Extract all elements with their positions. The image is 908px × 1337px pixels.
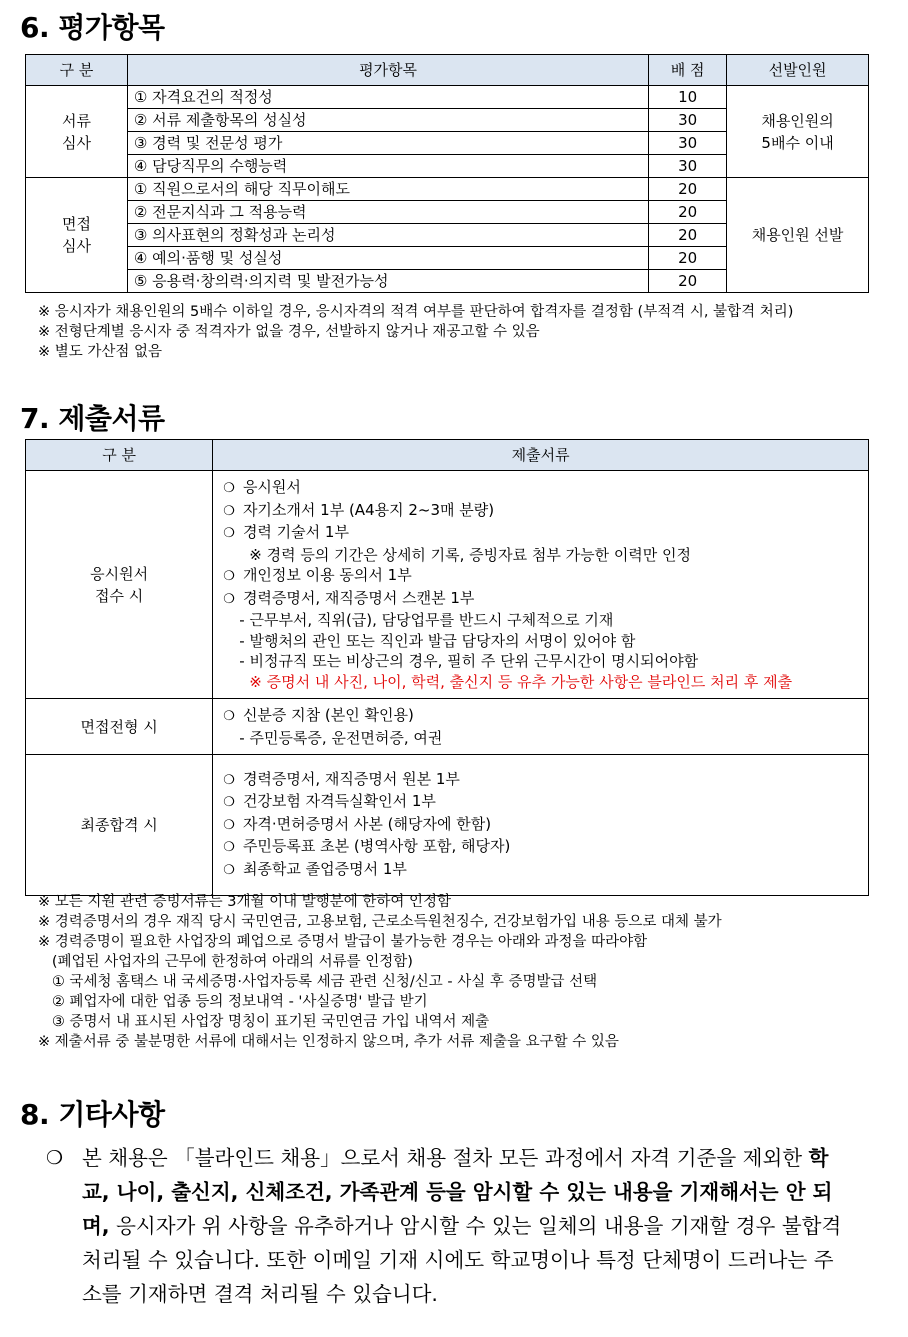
note-line: ① 국세청 홈택스 내 국세증명·사업자등록 세금 관련 신청/신고 - 사실 후 증명발급 선택 [38, 974, 598, 990]
note-line: ※ 제출서류 중 불분명한 서류에 대해서는 인정하지 않으며, 추가 서류 제출을 요구할 수 있음 [38, 1034, 619, 1050]
evaluation-table [25, 54, 869, 293]
document-item: - 비정규직 또는 비상근의 경우, 필히 주 단위 근무시간이 명시되어야함 [239, 652, 699, 670]
final-stage-label: 최종합격 시 [26, 755, 213, 896]
note-line: ※ 모든 지원 관련 증빙서류는 3개월 이내 발행분에 한하여 인정함 [38, 894, 452, 910]
final-documents-list [213, 755, 869, 896]
interview-selection: 채용인원 선발 [727, 178, 869, 293]
apply-stage-label: 응시원서 접수 시 [26, 471, 213, 699]
col-header-category: 구 분 [26, 55, 128, 86]
section6-title: 6. 평가항목 [20, 11, 165, 44]
document-item: ❍ 건강보험 자격득실확인서 1부 [223, 791, 858, 814]
document-item: ❍ 자기소개서 1부 (A4용지 2~3매 분량) [223, 500, 858, 523]
eval-item: ③ 경력 및 전문성 평가 [127, 132, 648, 155]
eval-score: 30 [649, 132, 727, 155]
note-line: ② 폐업자에 대한 업종 등의 정보내역 - '사실증명' 발급 받기 [38, 994, 428, 1010]
document-item: ❍ 신분증 지참 (본인 확인용) [223, 705, 858, 728]
section6-notes [38, 302, 793, 362]
document-item: ※ 증명서 내 사진, 나이, 학력, 출신지 등 유추 가능한 사항은 블라인드 처리 후 제출 [249, 672, 793, 691]
col-header-category: 구 분 [26, 440, 213, 471]
document-item: ❍ 주민등록표 초본 (병역사항 포함, 해당자) [223, 836, 858, 859]
eval-item: ① 직원으로서의 해당 직무이해도 [127, 178, 648, 201]
eval-score: 20 [649, 201, 727, 224]
eval-score: 30 [649, 109, 727, 132]
interview-review-label: 면접 심사 [26, 178, 128, 293]
blind-hiring-notice [40, 1141, 850, 1311]
note-line: ※ 별도 가산점 없음 [38, 344, 163, 360]
note-line: ※ 전형단계별 응시자 중 적격자가 없을 경우, 선발하지 않거나 재공고할 수 있음 [38, 324, 540, 340]
eval-item: ⑤ 응용력·창의력·의지력 및 발전가능성 [127, 270, 648, 293]
eval-item: ③ 의사표현의 정확성과 논리성 [127, 224, 648, 247]
eval-item: ④ 담당직무의 수행능력 [127, 155, 648, 178]
section7-notes [38, 892, 722, 1052]
document-item: ❍ 자격·면허증명서 사본 (해당자에 한함) [223, 814, 858, 837]
document-item: - 발행처의 관인 또는 직인과 발급 담당자의 서명이 있어야 함 [239, 631, 636, 650]
eval-item: ② 전문지식과 그 적용능력 [127, 201, 648, 224]
interview-documents-list [213, 699, 869, 755]
eval-score: 20 [649, 247, 727, 270]
note-line: (폐업된 사업자의 근무에 한정하여 아래의 서류를 인정함) [38, 954, 413, 970]
col-header-score: 배 점 [649, 55, 727, 86]
eval-item: ② 서류 제출항목의 성실성 [127, 109, 648, 132]
document-item: ❍ 최종학교 졸업증명서 1부 [223, 859, 858, 882]
section7-title: 7. 제출서류 [20, 402, 165, 435]
eval-score: 20 [649, 270, 727, 293]
col-header-item: 평가항목 [127, 55, 648, 86]
documents-table [25, 439, 869, 896]
document-item: ❍ 경력증명서, 재직증명서 스캔본 1부 [223, 588, 858, 611]
doc-selection: 채용인원의 5배수 이내 [727, 86, 869, 178]
note-line: ③ 증명서 내 표시된 사업장 명칭이 표기된 국민연금 가입 내역서 제출 [38, 1014, 490, 1030]
circle-bullet-icon: ❍ [46, 1147, 64, 1169]
doc-review-label: 서류 심사 [26, 86, 128, 178]
document-item: ❍ 경력 기술서 1부 [223, 522, 858, 545]
eval-score: 30 [649, 155, 727, 178]
document-item: - 근무부서, 직위(급), 담당업무를 반드시 구체적으로 기재 [239, 611, 614, 629]
col-header-selection: 선발인원 [727, 55, 869, 86]
document-item: ❍ 개인정보 이용 동의서 1부 [223, 565, 858, 588]
document-item: - 주민등록증, 운전면허증, 여권 [239, 728, 443, 747]
notice-text-bold: 학교, 나이, 출신지, 신체조건, 가족관계 등을 암시할 수 있는 내용을 기재해서는 안 되며, [82, 1146, 833, 1238]
section8-title: 8. 기타사항 [20, 1098, 165, 1131]
document-item: ❍ 응시원서 [223, 477, 858, 500]
notice-text-2: 응시자가 위 사항을 유추하거나 암시할 수 있는 일체의 내용을 기재할 경우 불합격 처리될 수 있습니다. 또한 이메일 기재 시에도 학교명이나 특정 단체명이 드러나는 주소를 기재하면 결격 처리될 수 있습니다. [82, 1214, 842, 1306]
document-item: ※ 경력 등의 기간은 상세히 기록, 증빙자료 첨부 가능한 이력만 인정 [249, 545, 692, 564]
document-item: ❍ 경력증명서, 재직증명서 원본 1부 [223, 769, 858, 792]
col-header-documents: 제출서류 [213, 440, 869, 471]
eval-item: ④ 예의·품행 및 성실성 [127, 247, 648, 270]
eval-item: ① 자격요건의 적정성 [127, 86, 648, 109]
apply-documents-list [213, 471, 869, 699]
note-line: ※ 경력증명서의 경우 재직 당시 국민연금, 고용보험, 근로소득원천징수, 건강보험가입 내용 등으로 대체 불가 [38, 914, 722, 930]
note-line: ※ 응시자가 채용인원의 5배수 이하일 경우, 응시자격의 적격 여부를 판단하여 합격자를 결정함 (부적격 시, 불합격 처리) [38, 304, 794, 320]
eval-score: 20 [649, 224, 727, 247]
eval-score: 10 [649, 86, 727, 109]
note-line: ※ 경력증명이 필요한 사업장의 폐업으로 증명서 발급이 불가능한 경우는 아래와 과정을 따라야함 [38, 934, 648, 950]
notice-text-1: 본 채용은 「블라인드 채용」으로서 채용 절차 모든 과정에서 자격 기준을 제외한 [82, 1146, 809, 1170]
interview-stage-label: 면접전형 시 [26, 699, 213, 755]
eval-score: 20 [649, 178, 727, 201]
